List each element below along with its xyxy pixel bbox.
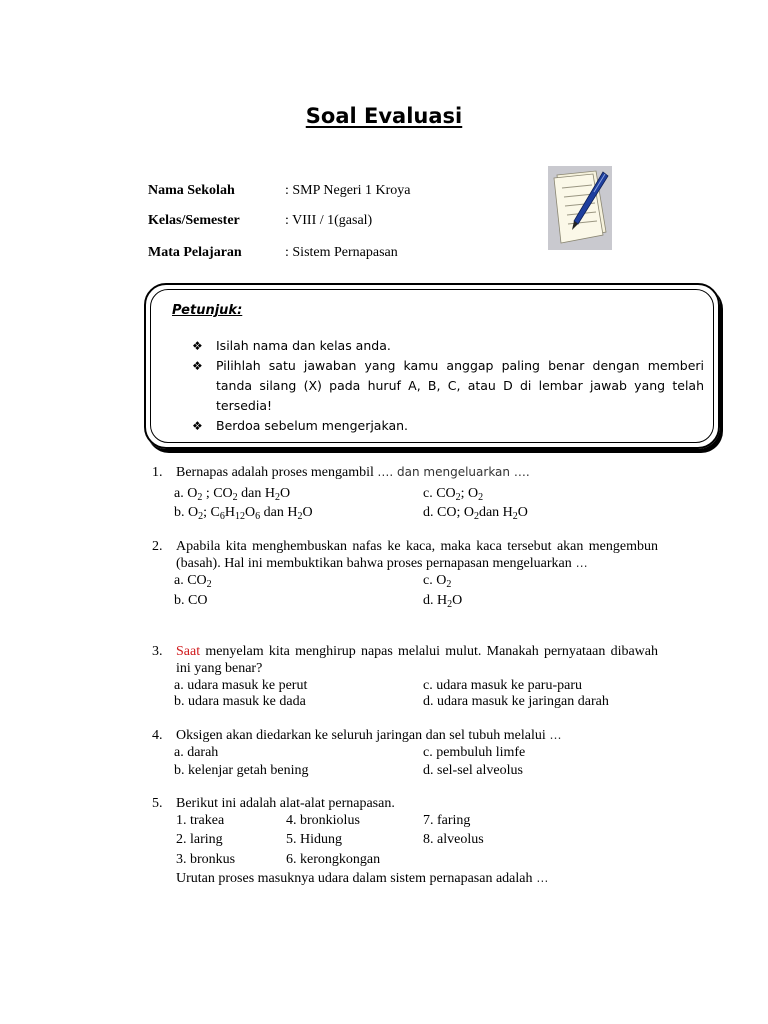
question-stem [176, 727, 658, 744]
instructions-list [190, 336, 704, 436]
question-stem-text: Bernapas adalah proses mengambil [176, 465, 374, 480]
option-a: a. $CO_2$ [174, 573, 212, 590]
question-4 [152, 727, 658, 778]
list-item: 8. alveolus [423, 832, 484, 847]
instruction-text: Berdoa sebelum mengerjakan. [216, 418, 409, 433]
question-stem-tail: … [571, 556, 588, 570]
list-item [190, 356, 704, 416]
question-stem [176, 643, 658, 677]
option-b: b. $O_2$; $C_6H_{12}O_6$ dan $H_2O$ [174, 505, 313, 522]
question-stem-text: Oksigen akan diedarkan ke seluruh jaringan dan sel tubuh melalui [176, 728, 546, 743]
list-item: 5. Hidung [286, 832, 342, 847]
option-d: d. CO; $O_2dan$ $H_2O$ [423, 505, 528, 522]
diamond-bullet-icon: ❖ [192, 359, 203, 373]
option-a: a. $O_2$ ; $CO_2$ dan $H_2O$ [174, 486, 291, 503]
option-a: a. darah [174, 745, 219, 760]
diamond-bullet-icon: ❖ [192, 419, 203, 433]
info-value: : SMP Negeri 1 Kroya [285, 183, 411, 198]
question-stem-text: menyelam kita menghirup napas melalui mulut. Manakah pernyataan dibawah ini yang benar? [176, 644, 658, 676]
instruction-text: Isilah nama dan kelas anda. [216, 338, 391, 353]
option-c: c. $CO_2$; $O_2$ [423, 486, 484, 503]
info-value: : Sistem Pernapasan [285, 245, 398, 260]
option-d: d. $H_2O$ [423, 593, 463, 610]
notepad-pen-icon [548, 166, 612, 250]
option-c: c. $O_2$ [423, 573, 452, 590]
highlighted-word: Saat [176, 644, 201, 659]
info-value: : VIII / 1(gasal) [285, 213, 373, 228]
question-stem [176, 538, 658, 572]
question-stem [176, 464, 658, 481]
question-5 [152, 795, 658, 886]
question-2 [152, 538, 658, 610]
list-item [190, 416, 704, 436]
question-stem-tail: … [545, 728, 562, 742]
option-c: c. pembuluh limfe [423, 745, 526, 760]
option-d: d. udara masuk ke jaringan darah [423, 694, 609, 709]
diamond-bullet-icon: ❖ [192, 339, 203, 353]
list-item: 3. bronkus [176, 852, 236, 867]
question-stem-text: Apabila kita menghembuskan nafas ke kaca, maka kaca tersebut akan mengembun (basah). Hal ini membuktikan bahwa proses pernapasan mengeluarkan [176, 539, 658, 571]
question-stem: Berikut ini adalah alat-alat pernapasan. [176, 796, 395, 811]
question-3 [152, 643, 658, 709]
option-b: b. CO [174, 593, 208, 608]
list-item: 7. faring [423, 813, 471, 828]
question-stem-tail: …. dan mengeluarkan …. [377, 465, 530, 479]
option-b: b. udara masuk ke dada [174, 694, 306, 709]
list-item: 2. laring [176, 832, 223, 847]
list-item: 6. kerongkongan [286, 852, 381, 867]
instruction-text: Pilihlah satu jawaban yang kamu anggap paling benar dengan memberi tanda silang (X) pada huruf A, B, C, atau D di lembar jawab yang telah tersedia! [216, 358, 704, 413]
info-label: Mata Pelajaran [148, 245, 242, 260]
option-b: b. kelenjar getah bening [174, 763, 309, 778]
question-1 [152, 464, 658, 522]
question-number: 1. [152, 465, 163, 480]
question-closing: Urutan proses masuknya udara dalam sistem pernapasan adalah … [176, 871, 549, 886]
option-c: c. udara masuk ke paru-paru [423, 678, 582, 693]
question-number: 3. [152, 644, 163, 659]
list-item [190, 336, 704, 356]
list-item: 1. trakea [176, 813, 225, 828]
question-number: 2. [152, 539, 163, 554]
list-item: 4. bronkiolus [286, 813, 360, 828]
option-d: d. sel-sel alveolus [423, 763, 523, 778]
question-number: 4. [152, 728, 163, 743]
page-title: Soal Evaluasi [305, 104, 463, 128]
info-label: Kelas/Semester [148, 213, 240, 228]
instructions-title: Petunjuk: [172, 303, 243, 318]
question-number: 5. [152, 796, 163, 811]
instructions-box [144, 283, 720, 449]
option-a: a. udara masuk ke perut [174, 678, 308, 693]
info-label: Nama Sekolah [148, 183, 235, 198]
